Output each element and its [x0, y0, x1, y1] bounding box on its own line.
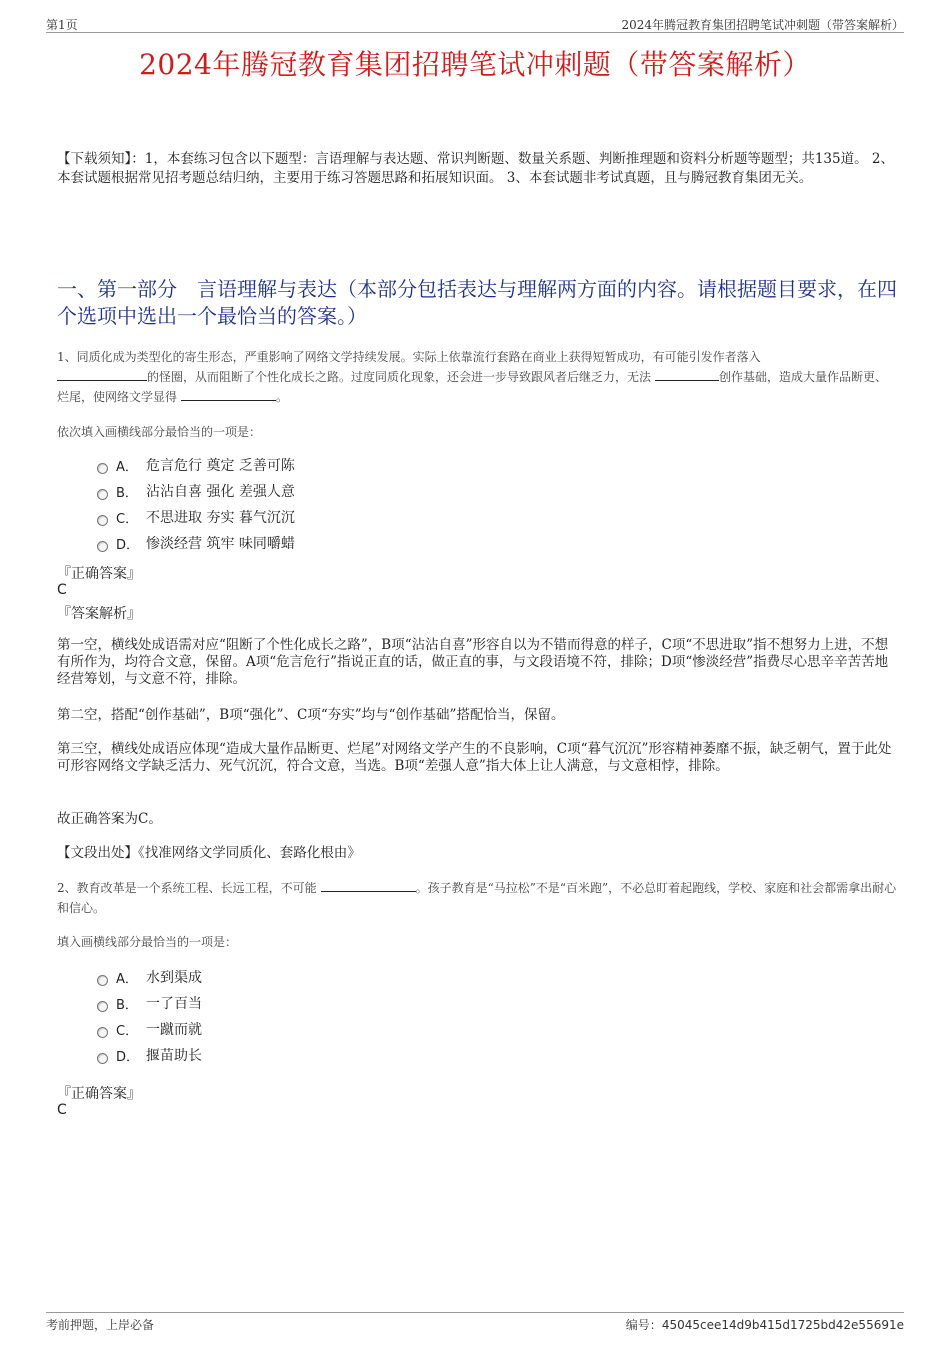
radio-button[interactable] — [97, 515, 108, 526]
blank-2 — [655, 368, 719, 381]
correct-answer-label: 『正确答案』 — [57, 1086, 141, 1102]
page-number: 第1页 — [46, 18, 78, 32]
radio-button[interactable] — [97, 489, 108, 500]
radio-button[interactable] — [97, 463, 108, 474]
analysis-paragraph-2: 第二空，搭配“创作基础”，B项“强化”、C项“夯实”均与“创作基础”搭配恰当，保留。 — [57, 707, 565, 723]
header-doc-title: 2024年腾冠教育集团招聘笔试冲刺题（带答案解析） — [621, 18, 904, 32]
footer-code: 编号：45045cee14d9b415d1725bd42e55691e — [625, 1318, 904, 1332]
option-a[interactable]: A． 水到渠成 — [97, 964, 202, 990]
question-1-prompt: 依次填入画横线部分最恰当的一项是： — [57, 425, 262, 439]
correct-answer-label: 『正确答案』 — [57, 566, 141, 582]
option-c[interactable]: C． 一蹴而就 — [97, 1016, 202, 1042]
analysis-paragraph-1: 第一空，横线处成语需对应“阻断了个性化成长之路”，B项“沾沾自喜”形容自以为不错而得意的样子，C项“不思进取”指不想努力上进，不想有所作为，均符合文意，保留。A项“危言危行”指说正直的话，做正直的事，与文段语境不符，排除；D项“惨淡经营”指费尽心思辛辛苦苦地经营筹划，与文意不符，排除。 — [57, 637, 889, 687]
page-title: 2024年腾冠教育集团招聘笔试冲刺题（带答案解析） — [139, 48, 811, 81]
radio-button[interactable] — [97, 1001, 108, 1012]
radio-button[interactable] — [97, 1027, 108, 1038]
correct-answer: C — [57, 1102, 67, 1118]
download-notice: 【下载须知】：1，本套练习包含以下题型：言语理解与表达题、常识判断题、数量关系题、判断推理题和资料分析题等题型；共135道。 2、本套试题根据常见招考题总结归纳，主要用于练习答题思路和拓展知识面。 3、本套试题非考试真题，且与腾冠教育集团无关。 — [57, 151, 894, 186]
question-2-text: 2、教育改革是一个系统工程、长远工程，不可能 。孩子教育是“马拉松”不是“百米跑”，不必总盯着起跑线，学校、家庭和社会都需拿出耐心和信心。 — [57, 881, 897, 915]
question-1-options — [97, 452, 295, 556]
analysis-paragraph-3: 第三空，横线处成语应体现“造成大量作品断更、烂尾”对网络文学产生的不良影响，C项“暮气沉沉”形容精神萎靡不振，缺乏朝气，置于此处可形容网络文学缺乏活力、死气沉沉，符合文意，当选。B项“差强人意”指大体上让人满意，与文意相悖，排除。 — [57, 741, 892, 774]
option-b[interactable]: B． 沾沾自喜 强化 差强人意 — [97, 478, 295, 504]
radio-button[interactable] — [97, 975, 108, 986]
footer-slogan: 考前押题，上岸必备 — [46, 1318, 155, 1332]
question-1-text: 1、同质化成为类型化的寄生形态，严重影响了网络文学持续发展。实际上依靠流行套路在商业上获得短暂成功，有可能引发作者落入 的怪圈，从而阻断了个性化成长之路。过度同质化现象，还会进一步导致跟风者后继乏力，无法 创作基础，造成大量作品断更、烂尾，使网络文学显得 。 — [57, 350, 888, 404]
analysis-label: 『答案解析』 — [57, 606, 141, 622]
blank-1 — [57, 368, 147, 381]
correct-answer: C — [57, 582, 67, 598]
page-footer — [46, 1312, 904, 1333]
blank-1 — [321, 879, 416, 892]
option-c[interactable]: C． 不思进取 夯实 暮气沉沉 — [97, 504, 295, 530]
radio-button[interactable] — [97, 541, 108, 552]
option-d[interactable]: D． 惨淡经营 筑牢 味同嚼蜡 — [97, 530, 295, 556]
section-title: 一、第一部分 言语理解与表达（本部分包括表达与理解两方面的内容。请根据题目要求，在四个选项中选出一个最恰当的答案。） — [57, 277, 897, 328]
blank-3 — [181, 388, 276, 401]
question-2-prompt: 填入画横线部分最恰当的一项是： — [57, 935, 238, 949]
page-header — [46, 14, 904, 33]
radio-button[interactable] — [97, 1053, 108, 1064]
passage-source: 【文段出处】《找准网络文学同质化、套路化根由》 — [57, 845, 361, 861]
option-d[interactable]: D． 揠苗助长 — [97, 1042, 202, 1068]
option-a[interactable]: A． 危言危行 奠定 乏善可陈 — [97, 452, 295, 478]
option-b[interactable]: B． 一了百当 — [97, 990, 202, 1016]
question-2-options — [97, 964, 202, 1068]
analysis-conclusion: 故正确答案为C。 — [57, 811, 162, 827]
